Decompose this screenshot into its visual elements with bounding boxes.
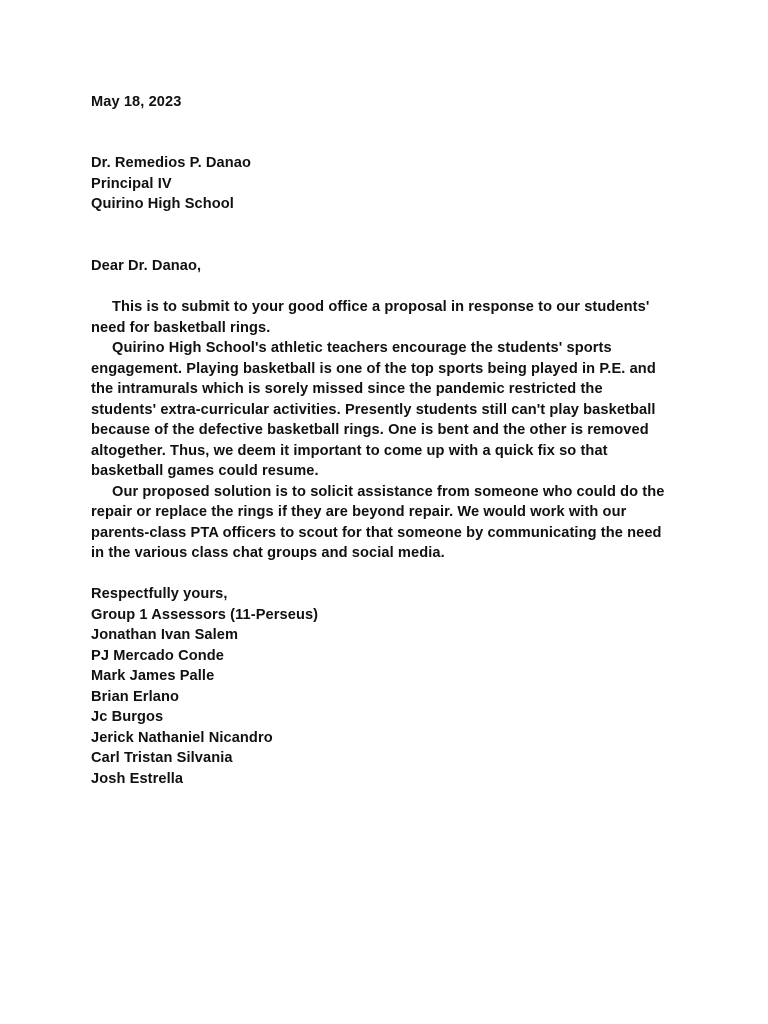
body-line: Quirino High School's athletic teachers encourage the students' sports [112, 340, 612, 356]
group-name: Group 1 Assessors (11-Perseus) [91, 606, 319, 623]
letter-date [91, 92, 691, 113]
salutation [91, 256, 691, 277]
recipient-name: Dr. Remedios P. Danao [91, 155, 251, 171]
body-line: parents-class PTA officers to scout for that someone by communicating the need [91, 524, 662, 541]
body-line: students' extra-curricular activities. Presently students still can't play basketball [91, 401, 656, 418]
body-line: need for basketball rings. [91, 319, 271, 336]
signatory-name: Carl Tristan Silvania [91, 750, 233, 766]
body-line: engagement. Playing basketball is one of the top sports being played in P.E. and [91, 360, 656, 377]
signatory-name: Jc Burgos [91, 709, 164, 725]
body-line: This is to submit to your good office a proposal in response to our students' [112, 299, 650, 315]
closing-text: Respectfully yours, [91, 586, 228, 602]
signatory-name: Jerick Nathaniel Nicandro [91, 729, 273, 746]
body-line: because of the defective basketball rings. One is bent and the other is removed [91, 422, 649, 438]
body-line: basketball games could resume. [91, 463, 319, 479]
body-line: in the various class chat groups and social media. [91, 545, 445, 561]
date-text: May 18, 2023 [91, 94, 182, 110]
signatory-name: Brian Erlano [91, 688, 179, 705]
body-line: repair or replace the rings if they are beyond repair. We would work with our [91, 504, 627, 520]
signatory-name: Jonathan Ivan Salem [91, 627, 239, 643]
body-line: altogether. Thus, we deem it important to come up with a quick fix so that [91, 442, 608, 459]
recipient-school: Quirino High School [91, 196, 234, 212]
signatory-name: Josh Estrella [91, 770, 184, 787]
salutation-text: Dear Dr. Danao, [91, 258, 202, 274]
signatory-name: PJ Mercado Conde [91, 647, 224, 664]
signatory-name: Mark James Palle [91, 668, 215, 684]
letter-closing [91, 584, 691, 789]
recipient-title: Principal IV [91, 175, 172, 192]
letter-body [91, 297, 691, 564]
body-line: Our proposed solution is to solicit assistance from someone who could do the [112, 483, 665, 500]
body-line: the intramurals which is sorely missed since the pandemic restricted the [91, 381, 603, 397]
recipient-address [91, 153, 691, 215]
